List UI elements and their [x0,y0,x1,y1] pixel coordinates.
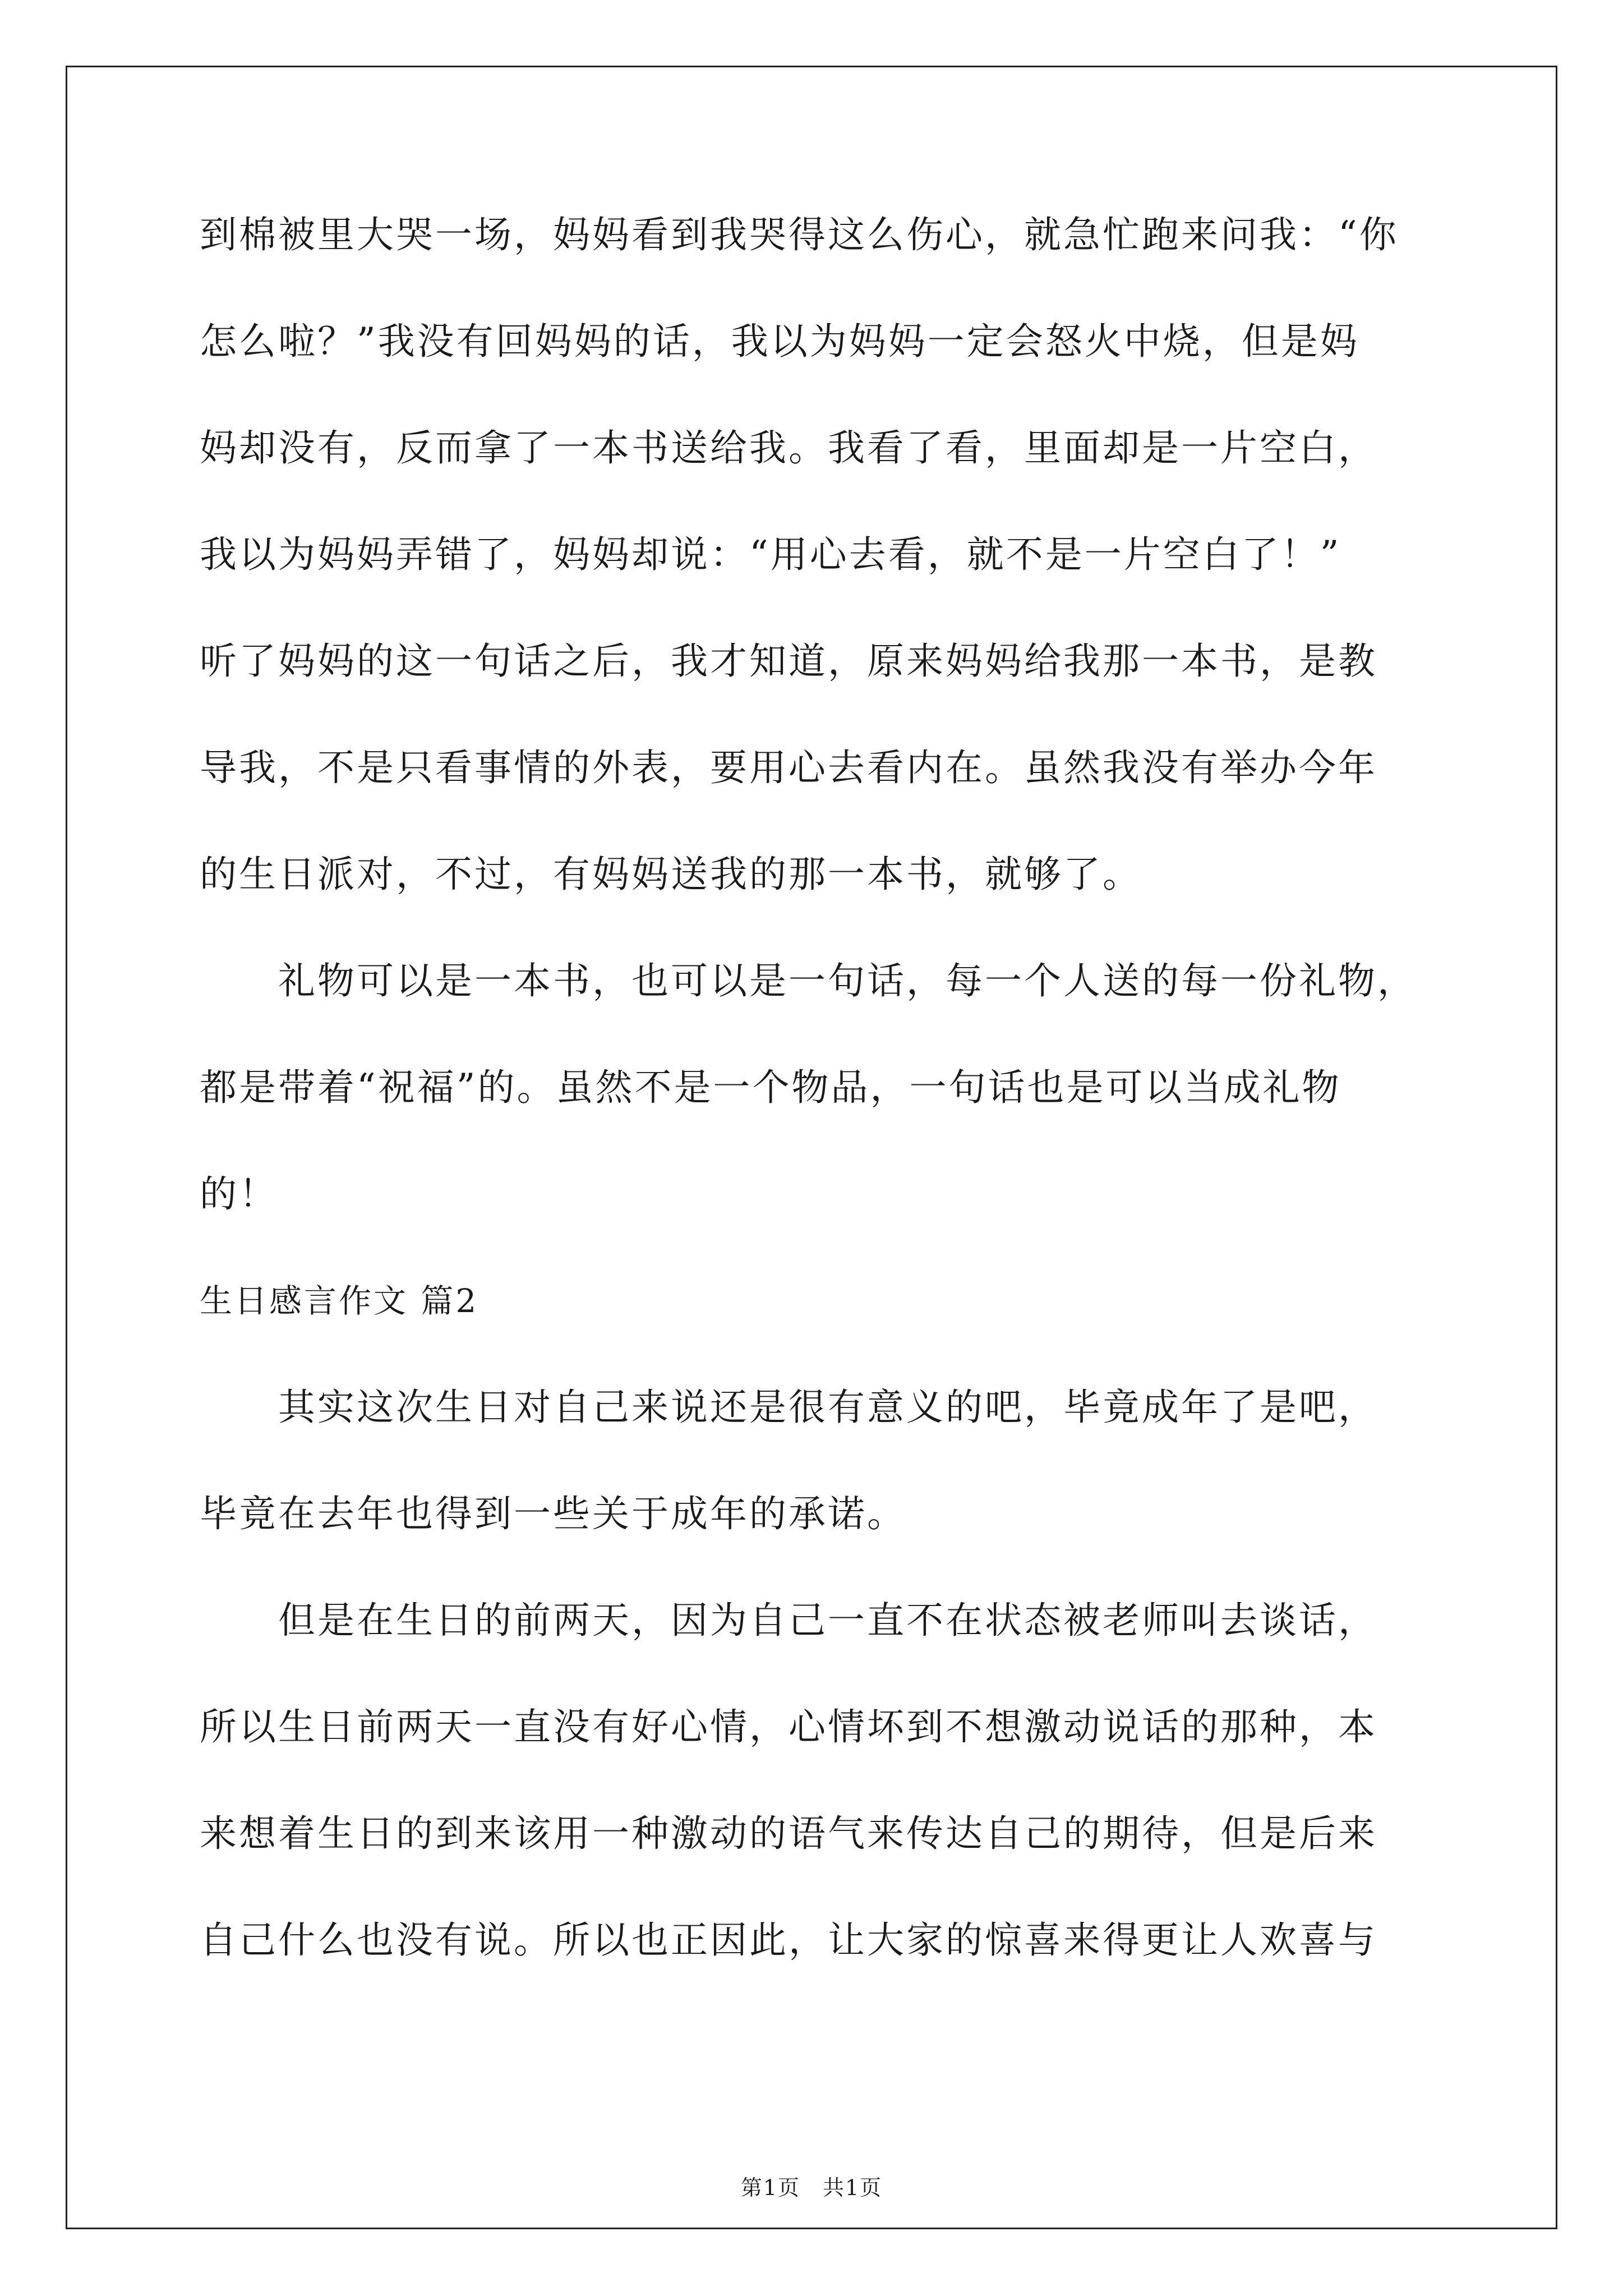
text-line: 其实这次生日对自己来说还是很有意义的吧，毕竟成年了是吧， [200,1386,1377,1429]
text-line: 怎么啦？”我没有回妈妈的话，我以为妈妈一定会怒火中烧，但是妈 [200,320,1359,363]
page-border [66,66,1557,2229]
section-heading: 生日感言作文 篇2 [200,1282,479,1320]
text-line: 到棉被里大哭一场，妈妈看到我哭得这么伤心，就急忙跑来问我：“你 [200,213,1399,256]
text-line: 听了妈妈的这一句话之后，我才知道，原来妈妈给我那一本书，是教 [200,639,1377,683]
text-line: 的生日派对，不过，有妈妈送我的那一本书，就够了。 [200,853,1142,896]
text-line: 但是在生日的前两天，因为自己一直不在状态被老师叫去谈话， [200,1599,1377,1642]
text-line: 都是带着“祝福”的。虽然不是一个物品，一句话也是可以当成礼物 [200,1066,1341,1109]
text-line: 妈却没有，反而拿了一本书送给我。我看了看，里面却是一片空白， [200,426,1377,470]
text-line: 所以生日前两天一直没有好心情，心情坏到不想激动说话的那种，本 [200,1705,1377,1749]
text-line: 导我，不是只看事情的外表，要用心去看内在。虽然我没有举办今年 [200,746,1377,789]
text-line: 毕竟在去年也得到一些关于成年的承诺。 [200,1492,906,1535]
text-line: 礼物可以是一本书，也可以是一句话，每一个人送的每一份礼物， [200,959,1417,1002]
page-footer: 第1页 共1页 [740,2175,883,2200]
text-line: 的！ [200,1172,278,1216]
text-line: 我以为妈妈弄错了，妈妈却说：“用心去看，就不是一片空白了！” [200,533,1341,576]
text-line: 来想着生日的到来该用一种激动的语气来传达自己的期待，但是后来 [200,1812,1377,1855]
text-line: 自己什么也没有说。所以也正因此，让大家的惊喜来得更让人欢喜与 [200,1918,1377,1962]
